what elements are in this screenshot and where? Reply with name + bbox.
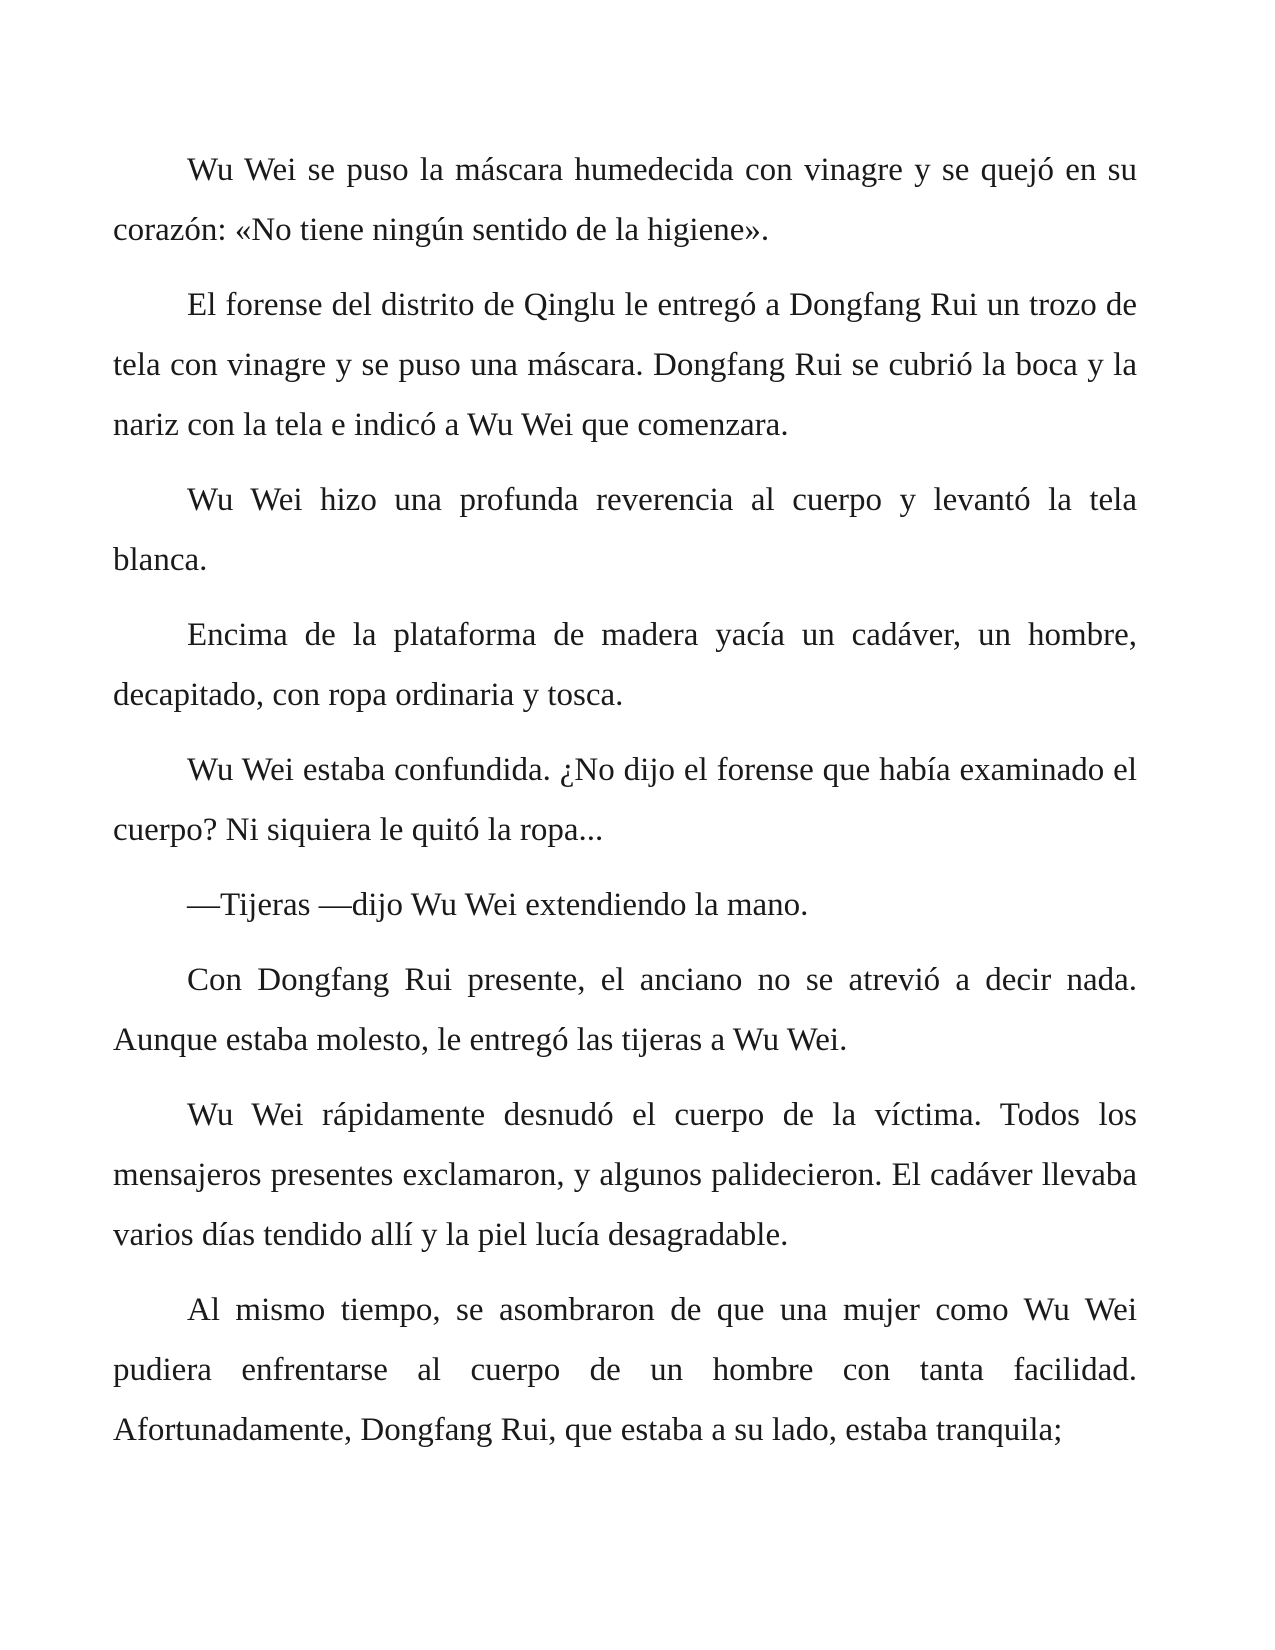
paragraph: El forense del distrito de Qinglu le entregó a Dongfang Rui un trozo de tela con vinagre y se puso una máscara. Dongfang Rui se cubrió la boca y la nariz con la tela e indicó a Wu Wei que comenzara. — [113, 287, 1137, 443]
body-text — [113, 140, 1137, 1475]
paragraph: Encima de la plataforma de madera yacía un cadáver, un hombre, decapitado, con ropa ordinaria y tosca. — [113, 617, 1137, 713]
paragraph: Wu Wei rápidamente desnudó el cuerpo de la víctima. Todos los mensajeros presentes exclamaron, y algunos palidecieron. El cadáver llevaba varios días tendido allí y la piel lucía desagradable. — [113, 1097, 1137, 1253]
paragraph: Con Dongfang Rui presente, el anciano no se atrevió a decir nada. Aunque estaba molesto, le entregó las tijeras a Wu Wei. — [113, 962, 1137, 1058]
paragraph: Wu Wei hizo una profunda reverencia al cuerpo y levantó la tela blanca. — [113, 482, 1137, 578]
paragraph: Wu Wei se puso la máscara humedecida con vinagre y se quejó en su corazón: «No tiene ningún sentido de la higiene». — [113, 152, 1137, 248]
paragraph: Wu Wei estaba confundida. ¿No dijo el forense que había examinado el cuerpo? Ni siquiera le quitó la ropa... — [113, 752, 1137, 848]
paragraph: —Tijeras —dijo Wu Wei extendiendo la mano. — [187, 887, 809, 923]
paragraph: Al mismo tiempo, se asombraron de que una mujer como Wu Wei pudiera enfrentarse al cuerpo de un hombre con tanta facilidad. Afortunadamente, Dongfang Rui, que estaba a su lado, estaba tranquila; — [113, 1292, 1137, 1448]
